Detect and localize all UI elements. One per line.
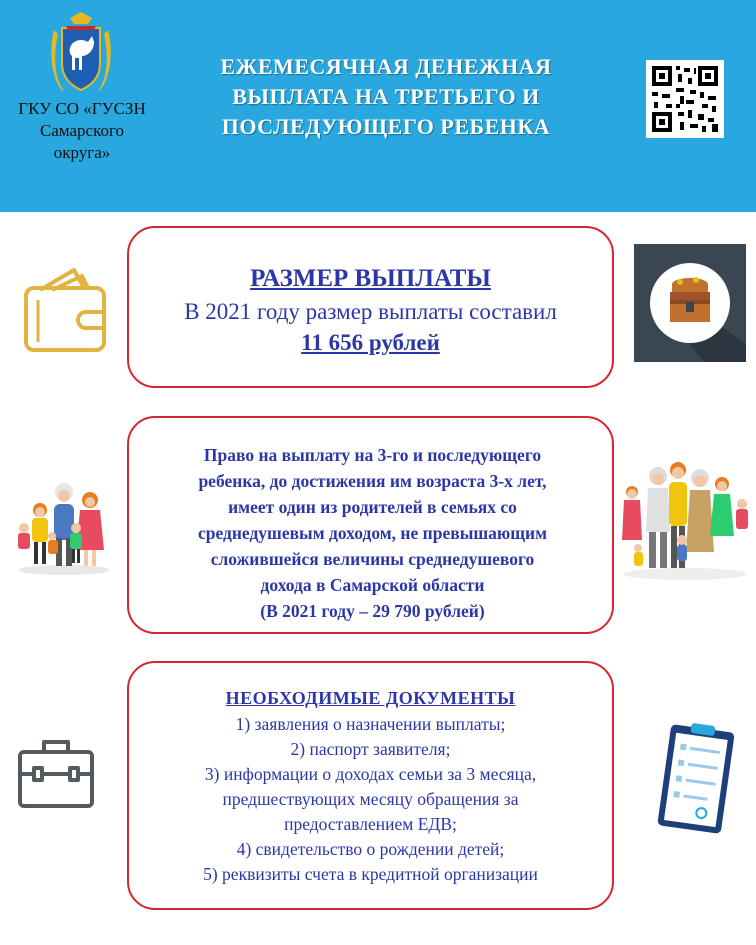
organization-name (6, 98, 158, 164)
eligibility-line: ребенка, до достижения им возраста 3-х лет, (198, 471, 547, 491)
eligibility-line: дохода в Самарской области (260, 575, 485, 595)
header-banner (0, 0, 756, 212)
eligibility-text (139, 442, 606, 624)
eligibility-line: (В 2021 году – 29 790 рублей) (260, 601, 485, 621)
payment-amount-card (127, 226, 614, 388)
title-line-1: ЕЖЕМЕСЯЧНАЯ ДЕНЕЖНАЯ (220, 54, 552, 79)
payment-text: В 2021 году размер выплаты составил (184, 299, 557, 324)
page-title (186, 52, 586, 142)
org-line-3: округа» (53, 143, 111, 162)
wallet-icon (18, 262, 114, 356)
eligibility-line: среднедушевым доходом, не превышающим (197, 523, 548, 543)
document-item: 5) реквизиты счета в кредитной организации (203, 864, 538, 884)
eligibility-line: сложившейся величины среднедушевого (210, 549, 535, 569)
qr-code[interactable] (646, 60, 724, 138)
title-line-3: ПОСЛЕДУЮЩЕГО РЕБЕНКА (221, 114, 551, 139)
document-item: 2) паспорт заявителя; (290, 739, 451, 759)
eligibility-card (127, 416, 614, 634)
treasure-chest-icon (634, 244, 746, 362)
documents-card (127, 661, 614, 910)
clipboard-icon (656, 722, 736, 836)
family-icon (14, 480, 114, 576)
document-item: предоставлением ЕДВ; (284, 814, 457, 834)
org-line-2: Самарского (39, 121, 125, 140)
eligibility-line: имеет один из родителей в семьях со (228, 497, 517, 517)
briefcase-icon (16, 734, 96, 810)
eligibility-line: Право на выплату на 3-го и последующего (203, 445, 542, 465)
documents-heading: НЕОБХОДИМЫЕ ДОКУМЕНТЫ (225, 688, 516, 708)
payment-heading: РАЗМЕР ВЫПЛАТЫ (250, 265, 491, 292)
document-item: 3) информации о доходах семьи за 3 месяца, (204, 764, 537, 784)
title-line-2: ВЫПЛАТА НА ТРЕТЬЕГО И (232, 84, 540, 109)
document-item: предшествующих месяцу обращения за (222, 789, 519, 809)
payment-amount: 11 656 рублей (301, 330, 440, 355)
document-item: 1) заявления о назначении выплаты; (235, 714, 506, 734)
family-large-icon (618, 456, 752, 580)
coat-of-arms-icon (48, 12, 114, 96)
documents-list (129, 712, 612, 887)
document-item: 4) свидетельство о рождении детей; (236, 839, 505, 859)
org-line-1: ГКУ СО «ГУСЗН (18, 99, 146, 118)
